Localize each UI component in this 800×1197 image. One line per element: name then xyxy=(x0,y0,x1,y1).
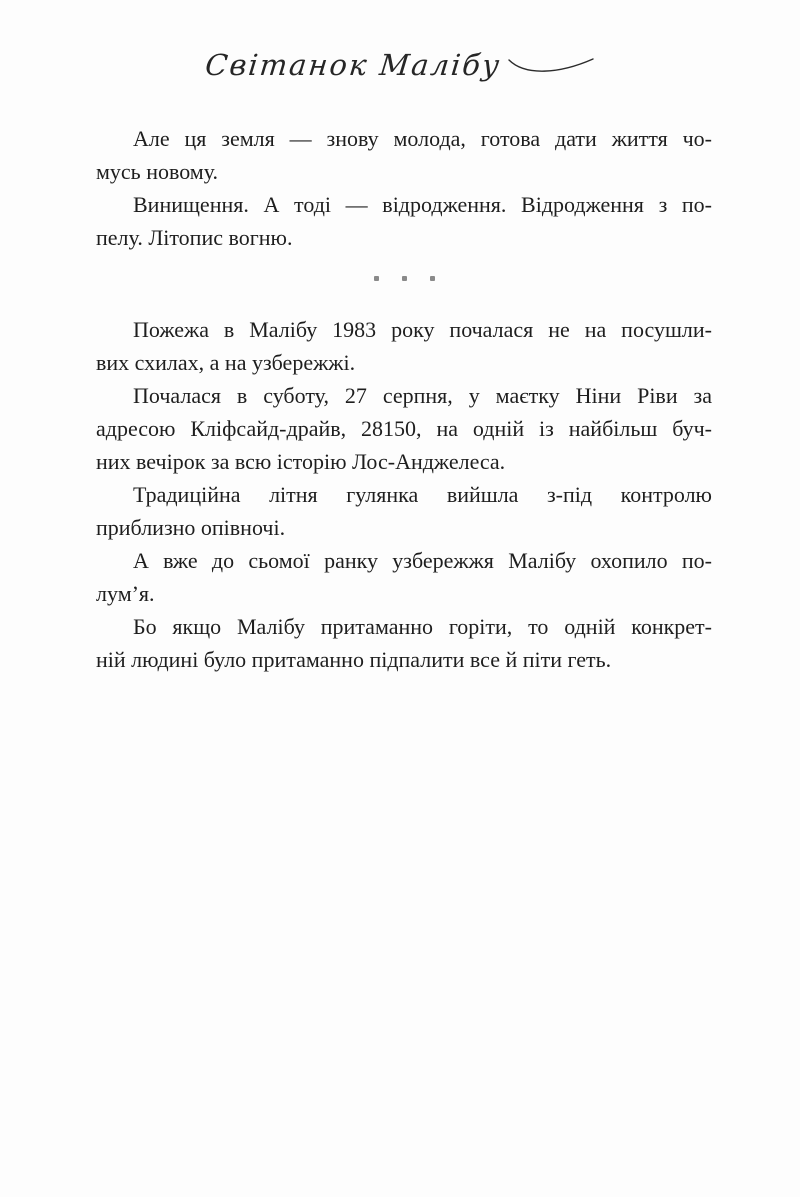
scene-break-dot xyxy=(430,276,435,281)
paragraph xyxy=(96,610,712,676)
scene-break xyxy=(96,262,712,295)
text-line: них вечірок за всю історію Лос-Анджелеса. xyxy=(96,449,506,474)
paragraph xyxy=(96,313,712,379)
text-line: вих схилах, а на узбережжі. xyxy=(96,350,356,375)
text-line: адресою Кліфсайд-драйв, 28150, на одній із найбільш буч- xyxy=(96,416,712,441)
body-text xyxy=(96,122,712,676)
text-line: мусь новому. xyxy=(96,159,219,184)
text-line: Пожежа в Малібу 1983 року почалася не на посушли- xyxy=(133,317,712,342)
text-line: А вже до сьомої ранку узбережжя Малібу охопило по- xyxy=(133,548,712,573)
scene-break-dot xyxy=(374,276,379,281)
running-head xyxy=(0,36,800,88)
text-line: лум’я. xyxy=(96,581,155,606)
text-line: Почалася в суботу, 27 серпня, у маєтку Ніни Ріви за xyxy=(133,383,712,408)
text-line: пелу. Літопис вогню. xyxy=(96,225,293,250)
text-line: приблизно опівночі. xyxy=(96,515,286,540)
text-line: ній людині було притаманно підпалити все й піти геть. xyxy=(96,647,612,672)
paragraph xyxy=(96,544,712,610)
scene-break-dot xyxy=(402,276,407,281)
paragraph xyxy=(96,379,712,478)
paragraph xyxy=(96,478,712,544)
running-head-title: Світанок Малібу xyxy=(203,48,503,82)
text-line: Бо якщо Малібу притаманно горіти, то одній конкрет- xyxy=(133,614,712,639)
paragraph xyxy=(96,122,712,188)
calligraphic-flourish-icon xyxy=(507,56,595,78)
paragraph xyxy=(96,188,712,254)
text-line: Традиційна літня гулянка вийшла з-під контролю xyxy=(133,482,712,507)
text-line: Але ця земля — знову молода, готова дати життя чо- xyxy=(133,126,712,151)
text-line: Винищення. А тоді — відродження. Відродження з по- xyxy=(133,192,712,217)
